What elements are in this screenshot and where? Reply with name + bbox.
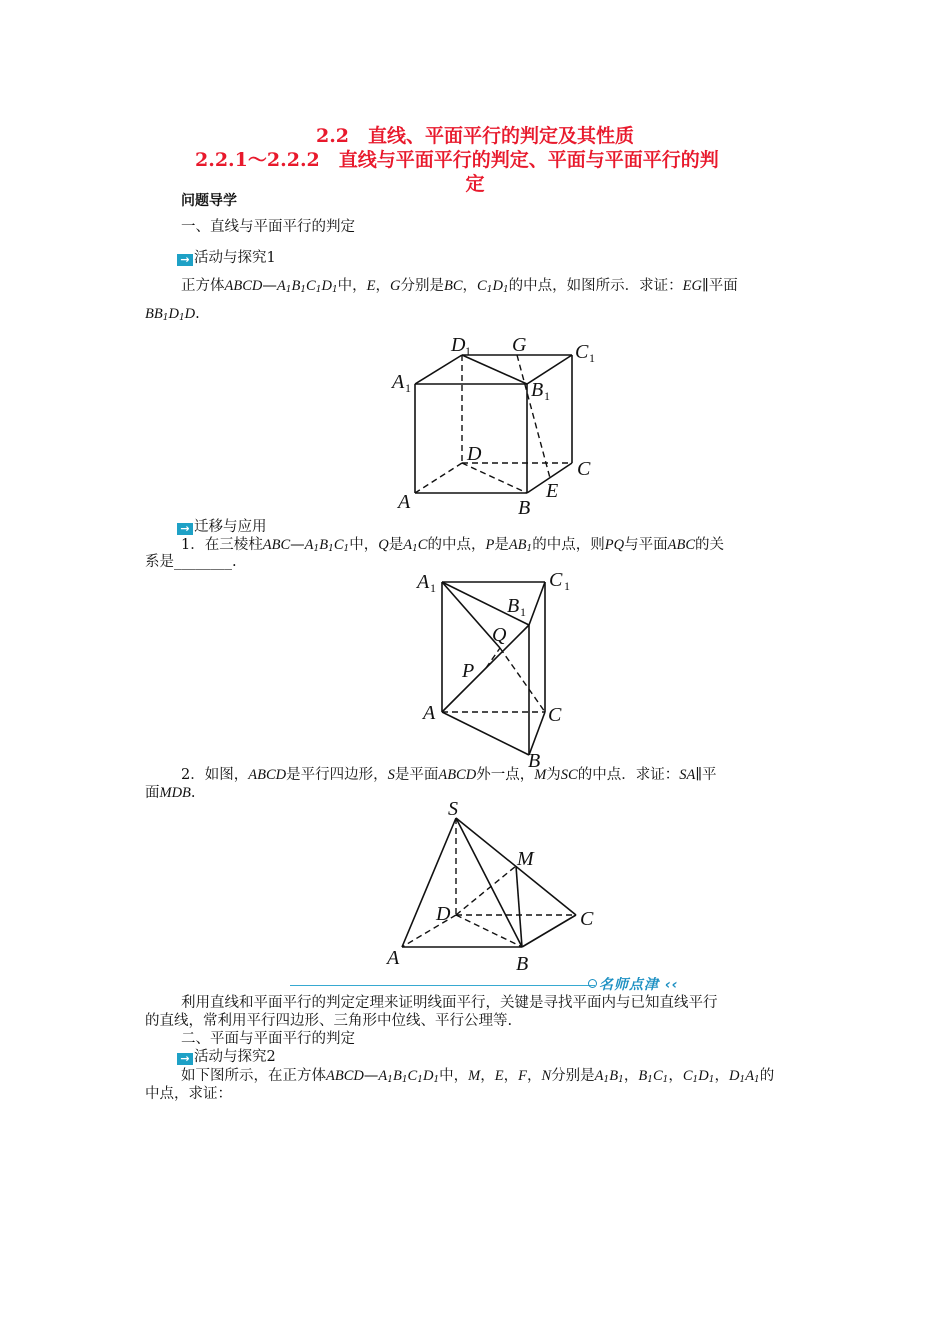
- question-1-cont: 系是________.: [145, 554, 237, 570]
- svg-text:1: 1: [589, 351, 595, 365]
- svg-text:1: 1: [544, 389, 550, 403]
- svg-text:1: 1: [564, 579, 570, 593]
- svg-text:1: 1: [405, 381, 411, 395]
- subsection-title: 2.2.1～2.2.2 直线与平面平行的判定、平面与平面平行的判: [195, 149, 719, 171]
- activity-2-text-cont: 中点，求证：: [145, 1086, 232, 1102]
- label-A: A: [398, 491, 411, 513]
- pyramid-figure: [385, 795, 600, 975]
- tip-badge: 名师点津 ‹‹: [588, 975, 678, 995]
- cube-figure: [380, 330, 620, 525]
- tip-text-cont: 的直线，常利用平行四边形、三角形中位线、平行公理等.: [145, 1013, 513, 1029]
- arrow-icon: →: [177, 523, 193, 535]
- arrow-icon: →: [177, 1053, 193, 1065]
- subsection-heading-2: 二、平面与平面平行的判定: [181, 1031, 355, 1047]
- question-2-cont: 面MDB.: [145, 785, 196, 801]
- question-1: 1．在三棱柱$ABC—A_1B_1C_1$中，Q是$A_1C$的中点，P是$AB_1$的中点，则PQ与平面ABC的关: [181, 537, 725, 554]
- prism-figure: [410, 565, 580, 770]
- label-C1: C: [575, 341, 589, 363]
- section-title: 2.2 直线、平面平行的判定及其性质: [315, 125, 635, 147]
- activity-1-text: 正方体$ABCD—A_1B_1C_1D_1$中，E，G分别是BC，$C_1D_1$的中点，如图所示．求证：EG∥平面: [181, 278, 738, 295]
- label-B: B: [518, 497, 531, 519]
- subsection-title-cont: 定: [465, 173, 485, 195]
- circle-icon: [588, 979, 597, 988]
- tip-text: 利用直线和平面平行的判定定理来证明线面平行，关键是寻找平面内与已知直线平行: [181, 995, 718, 1011]
- transfer-heading: → 迁移与应用: [177, 514, 267, 540]
- label-M: M: [517, 848, 534, 870]
- section-heading: 问题导学: [181, 193, 237, 209]
- label-B1: B: [507, 595, 520, 617]
- label-C: C: [548, 704, 562, 726]
- question-2: 2．如图，ABCD是平行四边形，S是平面ABCD外一点，M为SC的中点．求证：SA∥平: [181, 767, 717, 783]
- activity-2-text: 如下图所示，在正方体$ABCD—A_1B_1C_1D_1$中，M，E，F，N分别是$A_1B_1$，$B_1C_1$，$C_1D_1$，$D_1A_1$的: [181, 1068, 775, 1085]
- activity-2-heading: → 活动与探究2: [177, 1044, 276, 1070]
- label-S: S: [448, 798, 458, 820]
- label-B1: B: [531, 379, 544, 401]
- label-A: A: [387, 947, 400, 969]
- tip-divider: [290, 985, 595, 986]
- label-B: B: [528, 750, 541, 772]
- label-C1: C: [549, 569, 563, 591]
- svg-text:1: 1: [465, 344, 471, 358]
- subsection-heading-1: 一、直线与平面平行的判定: [181, 219, 355, 235]
- label-D: D: [467, 443, 482, 465]
- label-C: C: [580, 908, 594, 930]
- activity-1-text-cont: $BB_1D_1D$.: [145, 306, 200, 323]
- arrow-icon: →: [177, 254, 193, 266]
- svg-text:1: 1: [430, 581, 436, 595]
- label-G: G: [512, 334, 527, 356]
- label-A: A: [423, 702, 436, 724]
- label-A1: A: [392, 371, 405, 393]
- label-C: C: [577, 458, 591, 480]
- activity-1-heading: → 活动与探究1: [177, 245, 276, 271]
- label-B: B: [516, 953, 529, 975]
- label-P: P: [462, 660, 475, 682]
- label-Q: Q: [492, 624, 507, 646]
- label-A1: A: [417, 571, 430, 593]
- svg-text:1: 1: [520, 605, 526, 619]
- label-E: E: [546, 480, 559, 502]
- label-D1: D: [451, 334, 466, 356]
- label-D: D: [436, 903, 451, 925]
